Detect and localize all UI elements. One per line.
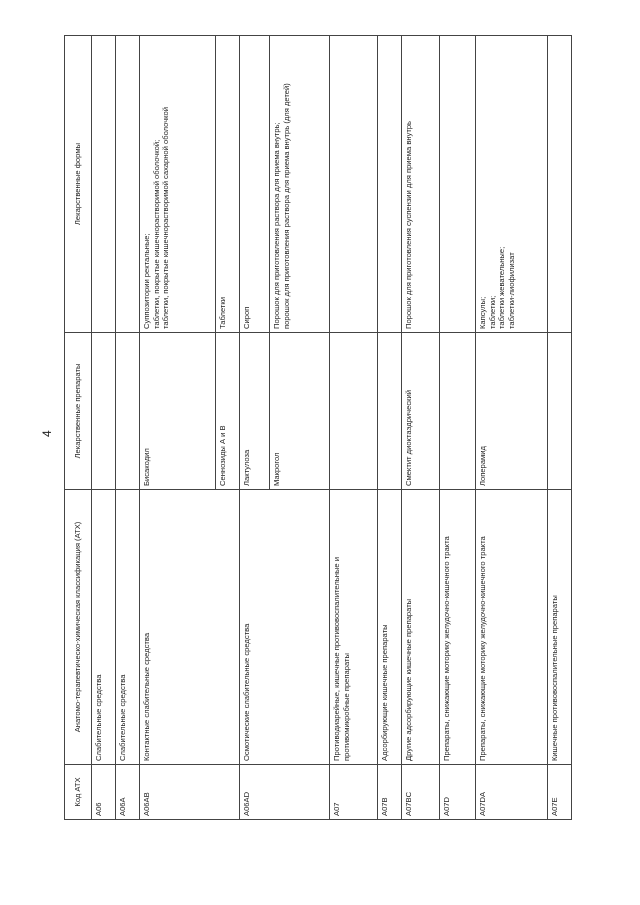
table-row bbox=[116, 36, 140, 820]
cell-forms bbox=[548, 36, 572, 333]
table-row bbox=[378, 36, 402, 820]
cell-class: Противодиарейные, кишечные противовоспалительные и противомикробные препараты bbox=[330, 490, 378, 765]
cell-drug: Макрогол bbox=[270, 333, 330, 490]
cell-code: A06AB bbox=[140, 765, 240, 820]
cell-code: A07D bbox=[440, 765, 476, 820]
table-row bbox=[440, 36, 476, 820]
cell-forms bbox=[330, 36, 378, 333]
cell-drug bbox=[330, 333, 378, 490]
cell-code: A06 bbox=[92, 765, 116, 820]
cell-code: A07 bbox=[330, 765, 378, 820]
cell-drug bbox=[548, 333, 572, 490]
cell-drug: Бисакодил bbox=[140, 333, 216, 490]
cell-forms bbox=[116, 36, 140, 333]
cell-forms bbox=[378, 36, 402, 333]
cell-class: Слабительные средства bbox=[116, 490, 140, 765]
table-row bbox=[92, 36, 116, 820]
header-code: Код АТХ bbox=[65, 765, 92, 820]
cell-forms bbox=[440, 36, 476, 333]
cell-code: A07BC bbox=[402, 765, 440, 820]
cell-class: Осмотические слабительные средства bbox=[240, 490, 330, 765]
table-row bbox=[330, 36, 378, 820]
cell-drug: Смектит диоктаэдрический bbox=[402, 333, 440, 490]
rotated-table-container bbox=[64, 64, 566, 820]
page-number: 4 bbox=[40, 430, 54, 437]
cell-class: Другие адсорбирующие кишечные препараты bbox=[402, 490, 440, 765]
cell-class: Препараты, снижающие моторику желудочно-кишечного тракта bbox=[476, 490, 548, 765]
cell-code: A06AD bbox=[240, 765, 330, 820]
header-forms: Лекарственные формы bbox=[65, 36, 92, 333]
cell-class: Препараты, снижающие моторику желудочно-кишечного тракта bbox=[440, 490, 476, 765]
cell-forms: Порошок для приготовления раствора для приема внутрь; порошок для приготовления раствора для приема внутрь (для детей) bbox=[270, 36, 330, 333]
table-row bbox=[402, 36, 440, 820]
cell-forms bbox=[92, 36, 116, 333]
cell-class: Контактные слабительные средства bbox=[140, 490, 240, 765]
table-row bbox=[240, 36, 270, 820]
table-header-row bbox=[65, 36, 92, 820]
cell-drug bbox=[92, 333, 116, 490]
table-row bbox=[140, 36, 216, 820]
cell-forms: Таблетки bbox=[216, 36, 240, 333]
cell-drug bbox=[440, 333, 476, 490]
cell-drug bbox=[378, 333, 402, 490]
cell-code: A07B bbox=[378, 765, 402, 820]
cell-forms: Сироп bbox=[240, 36, 270, 333]
cell-code: A07DA bbox=[476, 765, 548, 820]
cell-code: A06A bbox=[116, 765, 140, 820]
cell-class: Кишечные противовоспалительные препараты bbox=[548, 490, 572, 765]
atc-table bbox=[64, 35, 572, 820]
header-class: Анатомо-терапевтическо-химическая классификация (АТХ) bbox=[65, 490, 92, 765]
cell-drug bbox=[116, 333, 140, 490]
header-drugs: Лекарственные препараты bbox=[65, 333, 92, 490]
cell-forms: Порошок для приготовления суспензии для приема внутрь bbox=[402, 36, 440, 333]
cell-code: A07E bbox=[548, 765, 572, 820]
table-row bbox=[548, 36, 572, 820]
cell-drug: Сеннозиды А и В bbox=[216, 333, 240, 490]
table-row bbox=[476, 36, 548, 820]
cell-class: Слабительные средства bbox=[92, 490, 116, 765]
cell-class: Адсорбирующие кишечные препараты bbox=[378, 490, 402, 765]
cell-drug: Лоперамид bbox=[476, 333, 548, 490]
cell-drug: Лактулоза bbox=[240, 333, 270, 490]
cell-forms: Суппозитории ректальные; таблетки, покрытые кишечнорастворимой оболочкой; таблетки, покрытые кишечнорастворимой сахарной оболочкой bbox=[140, 36, 216, 333]
cell-forms: Капсулы; таблетки; таблетки жевательные; таблетки-лиофилизат bbox=[476, 36, 548, 333]
